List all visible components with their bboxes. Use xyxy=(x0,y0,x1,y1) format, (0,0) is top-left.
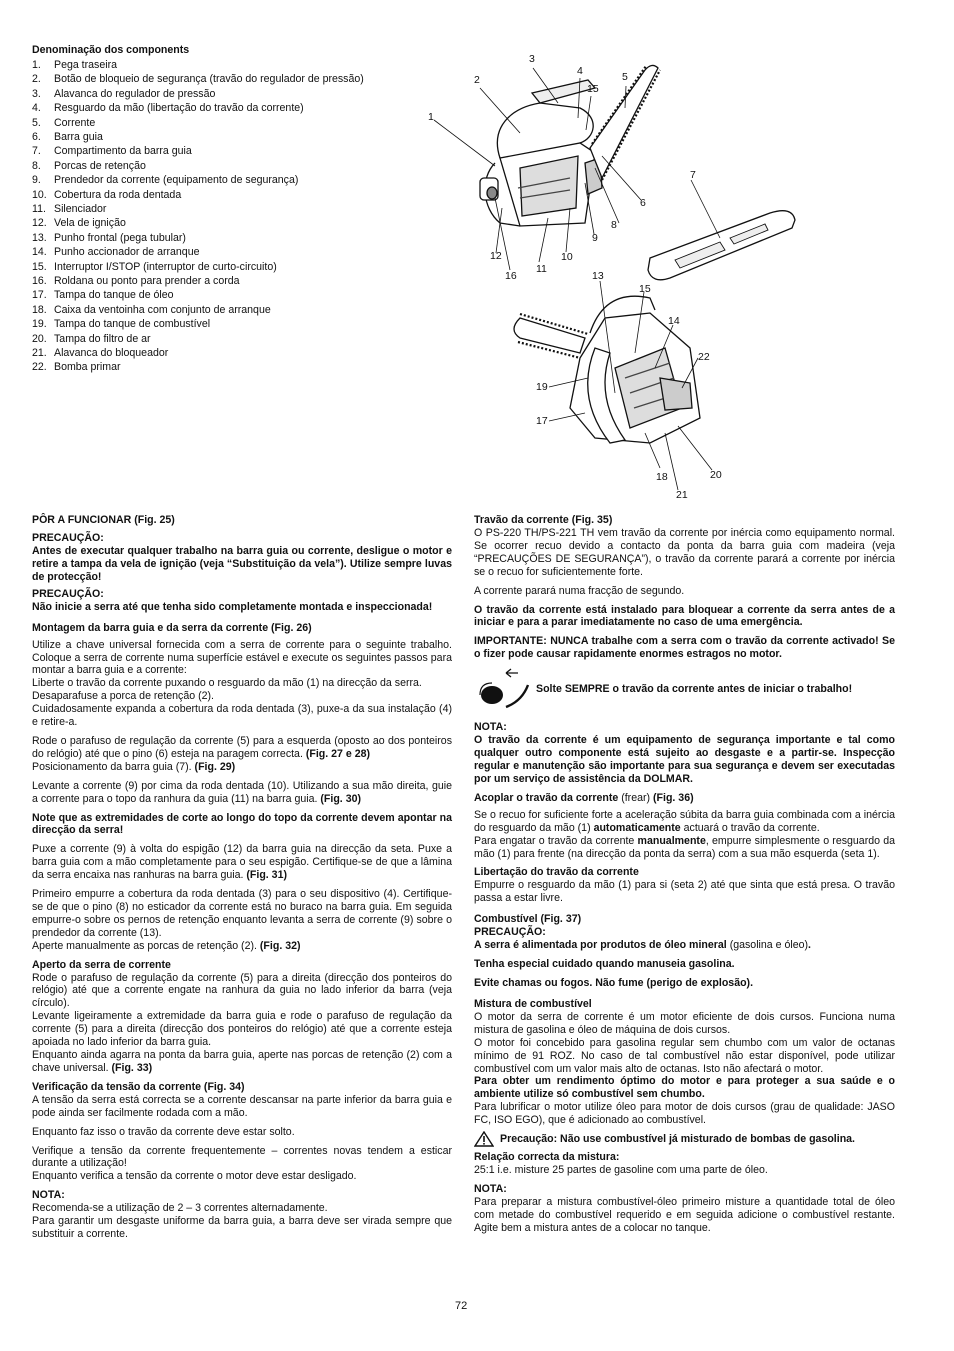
component-label: Compartimento da barra guia xyxy=(54,145,192,158)
fuel-warning xyxy=(474,1131,895,1147)
component-item xyxy=(32,317,432,331)
right-column xyxy=(474,514,895,1241)
paragraph-bold: Para obter um rendimento óptimo do motor e para proteger a sua saúde e o ambiente utilize só combustível sem chumbo. xyxy=(474,1075,895,1101)
component-number: 8. xyxy=(32,159,41,172)
paragraph xyxy=(32,780,452,806)
component-number: 20. xyxy=(32,332,47,345)
callout-number: 17 xyxy=(536,415,548,427)
caution-label: PRECAUÇÃO: xyxy=(32,532,104,544)
figure-ref: (Fig. 31) xyxy=(246,869,287,882)
paragraph-emphasis: automaticamente xyxy=(593,821,681,834)
caution-label: PRECAUÇÃO: xyxy=(32,587,104,600)
paragraph: O motor foi concebido para gasolina regular sem chumbo com um valor de octanas mínimo de 91 ROZ. No caso de tal combustível não estar disponível, pode utilizar combustível com um valor mais alto de octanas. Isto não afectará o motor. xyxy=(474,1036,895,1075)
callout-number: 5 xyxy=(622,71,628,83)
component-number: 21. xyxy=(32,347,47,360)
warning-icon xyxy=(474,1131,494,1147)
paragraph-text: actuará o travão da corrente. xyxy=(683,821,820,834)
callout-number: 9 xyxy=(592,232,598,244)
component-label: Botão de bloqueio de segurança (travão do regulador de pressão) xyxy=(54,73,364,86)
paragraph: O PS-220 TH/PS-221 TH vem travão da corrente por inércia como equipamento normal. Se ocorrer recuo devido a contacto da ponta da barra guia com madeira (veja “PRECAUÇÕES DE SEGURANÇA”), o travão da corrente parará a corrente por inércia se o recuo for suficientemente forte. xyxy=(474,527,895,578)
component-number: 18. xyxy=(32,303,47,316)
component-item xyxy=(32,332,432,346)
figure-ref: (Fig. 30) xyxy=(320,792,362,805)
paragraph-text: (gasolina e óleo) xyxy=(729,939,809,952)
paragraph: Rode o parafuso de regulação da corrente (5) para a direita (direcção dos ponteiros do relógio) até que a corrente engate na ranhura da guia no lado inferior da barra (veja círculo). xyxy=(32,971,452,1010)
paragraph-text: Utilize a chave universal fornecida com a serra de corrente para o seguinte trabalho. Coloque a serra de corrente numa superfície estável e execute os seguintes passos para montar a barra guia e a corrente: xyxy=(32,638,452,677)
callout-number: 3 xyxy=(529,53,535,65)
component-item xyxy=(32,159,432,173)
paragraph: Enquanto faz isso o travão da corrente deve estar solto. xyxy=(32,1125,295,1138)
figure-ref: (Fig. 27 e 28) xyxy=(305,747,371,760)
component-number: 5. xyxy=(32,116,41,129)
component-number: 10. xyxy=(32,188,47,201)
component-label: Alavanca do bloqueador xyxy=(54,347,169,360)
callout-number: 22 xyxy=(698,351,710,363)
paragraph: Recomenda-se a utilização de 2 – 3 correntes alternadamente. xyxy=(32,1202,328,1215)
paragraph-bold: Evite chamas ou fogos. Não fume (perigo de explosão). xyxy=(474,977,754,990)
callout-number: 16 xyxy=(505,270,517,282)
callout-number: 4 xyxy=(577,65,583,77)
component-label: Resguardo da mão (libertação do travão da corrente) xyxy=(54,102,304,115)
fuel-warning-text: Precaução: Não use combustível já misturado de bombas de gasolina. xyxy=(500,1132,855,1145)
callout-number: 14 xyxy=(668,315,680,327)
section-heading-ratio: Relação correcta da mistura: xyxy=(474,1151,620,1164)
component-label: Punho accionador de arranque xyxy=(54,246,200,259)
callout-number: 1 xyxy=(428,111,434,123)
section-heading-verify: Verificação da tensão da corrente (Fig. 34) xyxy=(32,1080,245,1093)
component-item xyxy=(32,202,432,216)
component-item xyxy=(32,231,432,245)
component-label: Caixa da ventoinha com conjunto de arranque xyxy=(54,303,271,316)
paragraph: Primeiro empurre a cobertura da roda dentada (3) para o seu dispositivo (4). Certifique-se de que o pino (8) no esticador da corrente está no buraco na barra guia. Em seguida empurre-o sobre os pernos de retenção enquanto levanta a serra de corrente (9) sobre o prendedor da corrente (13). xyxy=(32,888,452,939)
paragraph: Empurre o resguardo da mão (1) para si (seta 2) até que sinta que está presa. O travão passa a estar livre. xyxy=(474,879,895,905)
paragraph xyxy=(32,940,452,953)
component-item xyxy=(32,303,432,317)
paragraph xyxy=(32,843,452,882)
caution-label: PRECAUÇÃO: xyxy=(474,926,546,939)
component-item xyxy=(32,245,432,259)
component-item xyxy=(32,87,432,101)
brake-release-icon xyxy=(474,667,532,711)
component-item xyxy=(32,274,432,288)
paragraph: Para preparar a mistura combustível-óleo primeiro misture a quantidade total de óleo com metade do combustível requerido e em seguida adicione o combustível restante. Agite bem a mistura antes de a colocar no tanque. xyxy=(474,1196,895,1234)
paragraph: A corrente parará numa fracção de segundo. xyxy=(474,584,685,597)
callout-number: 20 xyxy=(710,469,722,481)
component-number: 7. xyxy=(32,145,41,158)
component-item xyxy=(32,188,432,202)
component-number: 17. xyxy=(32,289,47,302)
paragraph: Liberte o travão da corrente puxando o resguardo da mão (1) na direcção da serra. xyxy=(32,677,422,690)
component-number: 2. xyxy=(32,73,41,86)
component-number: 11. xyxy=(32,202,46,215)
component-number: 9. xyxy=(32,174,41,187)
paragraph xyxy=(32,1049,452,1075)
component-label: Interruptor I/STOP (interruptor de curto-circuito) xyxy=(54,260,277,273)
callout-number: 19 xyxy=(536,381,548,393)
figure-ref: (Fig. 33) xyxy=(111,1061,153,1074)
caution-text: Antes de executar qualquer trabalho na barra guia ou corrente, desligue o motor e retire a tampa da vela de ignição (veja “Substituição da vela”). Utilize sempre luvas de protecção! xyxy=(32,545,452,583)
brake-release-text: Solte SEMPRE o travão da corrente antes de iniciar o trabalho! xyxy=(536,682,853,695)
paragraph: 25:1 i.e. misture 25 partes de gasoline com uma parte de óleo. xyxy=(474,1164,768,1177)
component-label: Roldana ou ponto para prender a corda xyxy=(54,275,240,287)
paragraph-text: Para engatar o travão da corrente xyxy=(474,834,635,847)
component-label: Tampa do tanque de óleo xyxy=(54,289,174,302)
component-number: 19. xyxy=(32,318,47,331)
component-item xyxy=(32,144,432,158)
section-heading-engage-brake xyxy=(474,792,895,805)
component-label: Silenciador xyxy=(54,202,107,215)
component-label: Bomba primar xyxy=(54,361,121,374)
paragraph-text: Aperte manualmente as porcas de retenção (2). xyxy=(32,939,257,952)
paragraph-text: Se o recuo for suficiente forte a aceleração súbita da barra guia combinada com a inércia do resguardo da mão (1) xyxy=(474,808,895,834)
component-number: 12. xyxy=(32,217,47,230)
paragraph: Para garantir um desgaste uniforme da barra guia, a barra deve ser virada sempre que substituir a corrente. xyxy=(32,1215,452,1241)
left-column xyxy=(32,514,452,1247)
paragraph-emphasis: . xyxy=(808,939,811,952)
component-label: Pega traseira xyxy=(54,58,118,71)
paragraph-emphasis: manualmente xyxy=(637,834,706,847)
paragraph-emphasis: A serra é alimentada por produtos de óleo mineral xyxy=(474,939,727,952)
note-label: NOTA: xyxy=(32,1189,65,1202)
component-label: Vela de ignição xyxy=(54,217,126,230)
figure-ref: (Fig. 29) xyxy=(194,760,236,773)
paragraph: Enquanto verifica a tensão da corrente o motor deve estar desligado. xyxy=(32,1170,357,1183)
components-title: Denominação dos components xyxy=(32,44,190,56)
paragraph xyxy=(474,835,895,861)
component-number: 16. xyxy=(32,275,47,287)
figure-ref: (Fig. 36) xyxy=(653,791,694,804)
paragraph xyxy=(474,809,895,835)
component-item xyxy=(32,130,432,144)
callout-number: 2 xyxy=(474,74,480,86)
callout-number: 7 xyxy=(690,169,696,181)
callout-number: 10 xyxy=(561,251,573,263)
heading-text: Acoplar o travão da corrente xyxy=(474,791,619,804)
callout-number: 15 xyxy=(639,283,651,295)
callout-number: 13 xyxy=(592,270,604,282)
component-label: Punho frontal (pega tubular) xyxy=(54,231,186,244)
section-heading-start: PÔR A FUNCIONAR (Fig. 25) xyxy=(32,514,175,526)
paragraph-bold: Tenha especial cuidado quando manuseia gasolina. xyxy=(474,958,735,971)
component-item xyxy=(32,173,432,187)
component-item xyxy=(32,346,432,360)
component-label: Tampa do filtro de ar xyxy=(54,332,151,345)
paragraph-bold: Note que as extremidades de corte ao longo do topo da corrente devem apontar na direcção da serra! xyxy=(32,811,452,837)
component-number: 14. xyxy=(32,246,47,259)
paragraph: Cuidadosamente expanda a cobertura da roda dentada (3), puxe-a da sua instalação (4) e retire-a. xyxy=(32,703,452,729)
paragraph xyxy=(474,939,895,952)
component-label: Cobertura da roda dentada xyxy=(54,188,182,201)
component-label: Prendedor da corrente (equipamento de segurança) xyxy=(54,174,299,187)
figure-ref: (Fig. 32) xyxy=(259,939,301,952)
component-item xyxy=(32,288,432,302)
section-heading-tension: Aperto da serra de corrente xyxy=(32,958,171,971)
paragraph-bold: O travão da corrente está instalado para bloquear a corrente da serra antes de a iniciar e para a parar imediatamente no caso de uma emergência. xyxy=(474,603,895,629)
note-label: NOTA: xyxy=(474,721,507,734)
section-heading-assembly: Montagem da barra guia e da serra da corrente (Fig. 26) xyxy=(32,621,312,634)
component-label: Porcas de retenção xyxy=(54,159,146,172)
paragraph-text: Enquanto ainda agarra na ponta da barra guia, aperte nas porcas de retenção (2) com a chave universal. xyxy=(32,1049,452,1074)
heading-aside: (frear) xyxy=(621,791,651,804)
paragraph: Desaparafuse a porca de retenção (2). xyxy=(32,690,214,703)
paragraph: Levante ligeiramente a extremidade da barra guia e rode o parafuso de regulação da corrente (5) para a direita (direcção dos ponteiros do relógio) até que a corrente esteja apoiada no lado inferior da barra guia. xyxy=(32,1010,452,1049)
component-label: Corrente xyxy=(54,116,96,129)
component-number: 1. xyxy=(32,58,41,71)
callout-number: 18 xyxy=(656,471,668,483)
paragraph-text: Posicionamento da barra guia (7). xyxy=(32,760,192,773)
brake-release-notice xyxy=(474,667,895,711)
component-number: 13. xyxy=(32,231,47,244)
component-item xyxy=(32,101,432,115)
component-number: 6. xyxy=(32,130,41,143)
component-number: 22. xyxy=(32,361,47,374)
component-number: 3. xyxy=(32,87,41,100)
component-number: 4. xyxy=(32,102,41,115)
paragraph: Verifique a tensão da corrente frequentemente – correntes novas tendem a esticar durante a utilização! xyxy=(32,1144,452,1170)
paragraph xyxy=(32,639,452,678)
paragraph-bold: IMPORTANTE: NUNCA trabalhe com a serra com o travão da corrente activado! Se o fizer pode causar rapidamente enormes estragos no motor. xyxy=(474,635,895,661)
paragraph: Para lubrificar o motor utilize óleo para motor de dois cursos (grau de qualidade: JASO FC, ISO EGO), que é adicionado ao combustível. xyxy=(474,1101,895,1127)
component-item xyxy=(32,260,432,274)
paragraph xyxy=(32,735,452,761)
component-item xyxy=(32,360,432,374)
callout-number: 6 xyxy=(640,197,646,209)
section-heading-release-brake: Libertação do travão da corrente xyxy=(474,866,639,879)
note-label: NOTA: xyxy=(474,1183,507,1195)
callout-number: 11 xyxy=(536,263,547,275)
component-item xyxy=(32,58,432,72)
caution-text: Não inicie a serra até que tenha sido completamente montada e inspeccionada! xyxy=(32,600,433,613)
paragraph-text: , empurre simplesmente o resguardo da mão (1) para frente (na direcção da ponta da serra) com a sua mão esquerda (seta 1). xyxy=(474,834,895,860)
component-item xyxy=(32,72,432,86)
component-item xyxy=(32,116,432,130)
chainsaw-illustration xyxy=(420,48,940,498)
paragraph: A tensão da serra está correcta se a corrente descansar na parte inferior da barra guia e pode ainda ser facilmente rodada com a mão. xyxy=(32,1093,452,1119)
paragraph xyxy=(32,761,452,774)
section-heading-mixture: Mistura de combustível xyxy=(474,997,592,1010)
callout-number: 21 xyxy=(676,489,688,498)
section-heading-fuel: Combustível (Fig. 37) xyxy=(474,913,582,926)
section-heading-brake: Travão da corrente (Fig. 35) xyxy=(474,514,613,526)
paragraph-bold: O travão da corrente é um equipamento de segurança importante e tal como qualquer outro componente está sujeito ao desgaste e a partir-se. Inspecção regular e manutenção são importante para sua segurança e devem ser executadas por um serviço de assistência da DOLMAR. xyxy=(474,734,895,785)
callout-number: 12 xyxy=(490,250,502,262)
components-list xyxy=(32,58,432,375)
callout-number: 8 xyxy=(611,219,617,231)
components-section xyxy=(32,44,432,375)
paragraph-text: Puxe a corrente (9) à volta do espigão (12) da barra guia na direcção da seta. Puxe a barra guia com a mão completamente para o seu espigão. Certifique-se de que a lâmina da serra encaixa nas ranhuras na barra guia. xyxy=(32,843,452,882)
component-number: 15. xyxy=(32,260,47,273)
paragraph-text: Levante a corrente (9) por cima da roda dentada (10). Utilizando a sua mão direita, guie a corrente para o topo da ranhura da guia (11) na barra guia. xyxy=(32,779,452,805)
paragraph-text: Rode o parafuso de regulação da corrente (5) para a esquerda (oposto ao dos ponteiros do relógio) até que o pino (6) esteja na paragem correcta. xyxy=(32,734,452,760)
component-item xyxy=(32,216,432,230)
chainsaw-figure xyxy=(420,48,940,498)
page-number: 72 xyxy=(455,1300,468,1312)
callout-number: 15 xyxy=(587,83,599,95)
component-label: Alavanca do regulador de pressão xyxy=(54,87,216,100)
paragraph: O motor da serra de corrente é um motor eficiente de dois cursos. Funciona numa mistura de gasolina e óleo de máquina de dois cursos. xyxy=(474,1010,895,1036)
component-label: Tampa do tanque de combustível xyxy=(54,318,211,331)
component-label: Barra guia xyxy=(54,130,103,143)
